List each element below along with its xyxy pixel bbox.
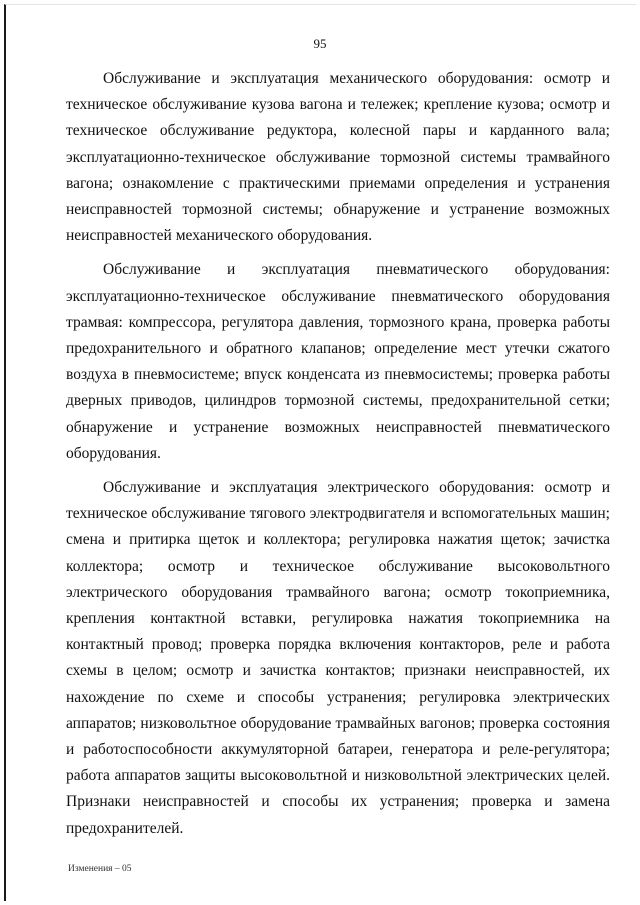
revision-footer: Изменения – 05 — [68, 864, 132, 874]
paragraph-mechanical-equipment: Обслуживание и эксплуатация механического оборудования: осмотр и техническое обслуживание кузова вагона и тележек; крепление кузова; осмотр и техническое обслуживание редуктора, колесной пары и карданного вала; эксплуатационно-техническое обслуживание тормозной системы трамвайного вагона; ознакомление с практическими приемами определения и устранения неисправностей тормозной системы; обнаружение и устранение возможных неисправностей механического оборудования. — [66, 70, 610, 245]
document-body — [66, 66, 610, 850]
page-number: 95 — [313, 36, 327, 51]
paragraph-pneumatic-equipment: Обслуживание и эксплуатация пневматического оборудования: эксплуатационно-техническое обслуживание пневматического оборудования трамвая: компрессора, регулятора давления, тормозного крана, проверка работы предохранительного и обратного клапанов; определение мест утечки сжатого воздуха в пневмосистеме; впуск конденсата из пневмосистемы; проверка работы дверных приводов, цилиндров тормозной системы, предохранительной сетки; обнаружение и устранение возможных неисправностей пневматического оборудования. — [66, 261, 610, 462]
paragraph-electrical-equipment: Обслуживание и эксплуатация электрического оборудования: осмотр и техническое обслуживание тягового электродвигателя и вспомогательных машин; смена и притирка щеток и коллектора; регулировка нажатия щеток; зачистка коллектора; осмотр и техническое обслуживание высоковольтного электрического оборудования трамвайного вагона; осмотр токоприемника, крепления контактной вставки, регулировка нажатия токоприемника на контактный провод; проверка порядка включения контакторов, реле и работа схемы в целом; осмотр и зачистка контактов; признаки неисправностей, их нахождение по схеме и способы устранения; регулировка электрических аппаратов; низковольтное оборудование трамвайных вагонов; проверка состояния и работоспособности аккумуляторной батареи, генератора и реле-регулятора; работа аппаратов защиты высоковольтной и низковольтной электрических целей. Признаки неисправностей и способы их устранения; проверка и замена предохранителей. — [66, 479, 610, 837]
